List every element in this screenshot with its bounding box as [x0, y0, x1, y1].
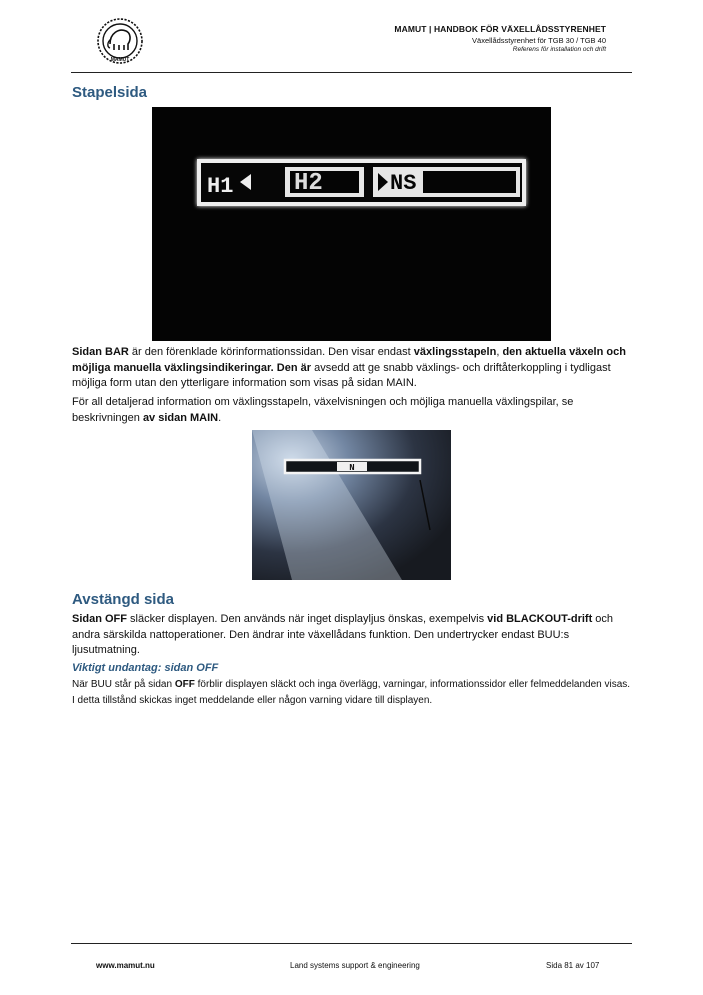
bold-text-run: Sidan OFF — [72, 613, 127, 625]
bold-text-run: av sidan MAIN — [142, 411, 219, 424]
bold-text-run: den aktuella växeln och möjliga manuella växlingsindikeringar. Den är — [72, 346, 626, 374]
bold-text-run: vid BLACKOUT-drift — [487, 613, 593, 625]
section-heading-avstangd-sida: Avstängd sida — [72, 591, 174, 608]
text-run: förblir displayen släckt och inga överlägg, varningar, informationssidor eller felmeddelanden visas. I detta tillstånd skickas inget meddelande eller någon varning vidare till displayen. — [72, 679, 631, 706]
off-page-description — [72, 612, 634, 659]
footer-website[interactable]: www.mamut.nu — [96, 961, 155, 970]
bar-page-description — [72, 345, 634, 392]
text-run: är den förenklade körinformationssidan. Den visar endast — [128, 346, 414, 358]
section-heading-stapelsida: Stapelsida — [72, 84, 148, 101]
display-gear-right: NS — [390, 171, 417, 196]
header-note: Referens för installation och drift — [512, 46, 606, 53]
text-run: avsedd att ge snabb växlings- och driftåterkoppling i tydligast möjliga form utan den ytterligare information som visas på sidan MAIN. — [72, 361, 611, 389]
bold-text-run: Sidan BAR — [72, 346, 129, 358]
footer-company: Land systems support & engineering — [290, 961, 420, 970]
footer-rule — [71, 943, 632, 944]
mamut-logo — [95, 17, 145, 65]
text-run: . — [218, 411, 222, 424]
svg-text:MAMUT: MAMUT — [110, 57, 130, 63]
bar-page-reference — [72, 395, 634, 426]
header-title: MAMUT | HANDBOK FÖR VÄXELLÅDSSTYRENHET — [394, 24, 606, 34]
document-header — [394, 24, 606, 53]
text-run: släcker displayen. Den används när inget displayljus önskas, exempelvis — [127, 613, 488, 625]
display-gear-left: H1 — [207, 174, 234, 199]
text-run: , — [496, 346, 503, 358]
off-page-exception-text — [72, 677, 632, 709]
off-page-exception-heading: Viktigt undantag: sidan OFF — [72, 662, 219, 674]
footer-page-number: Sida 81 av 107 — [546, 961, 600, 970]
text-run: För all detaljerad information om växlingsstapeln, växelvisningen och möjliga manuella växlingspilar, se beskrivningen — [72, 396, 574, 424]
bold-text-run: OFF — [174, 679, 195, 690]
display-gear-current: H2 — [294, 170, 323, 197]
display-gear-neutral: N — [349, 463, 355, 473]
bold-text-run: växlingsstapeln — [413, 346, 497, 358]
header-subtitle: Växellådsstyrenhet för TGB 30 / TGB 40 — [472, 36, 606, 45]
header-rule — [71, 72, 632, 73]
text-run: När BUU står på sidan — [72, 679, 175, 690]
bar-page-n-photo — [252, 430, 451, 580]
text-run: och andra särskilda nattoperationer. Den ändrar inte växellådans funktion. Den undertrycker endast BUU:s ljusutmatning. — [72, 613, 614, 656]
bar-page-display-photo — [152, 107, 551, 341]
